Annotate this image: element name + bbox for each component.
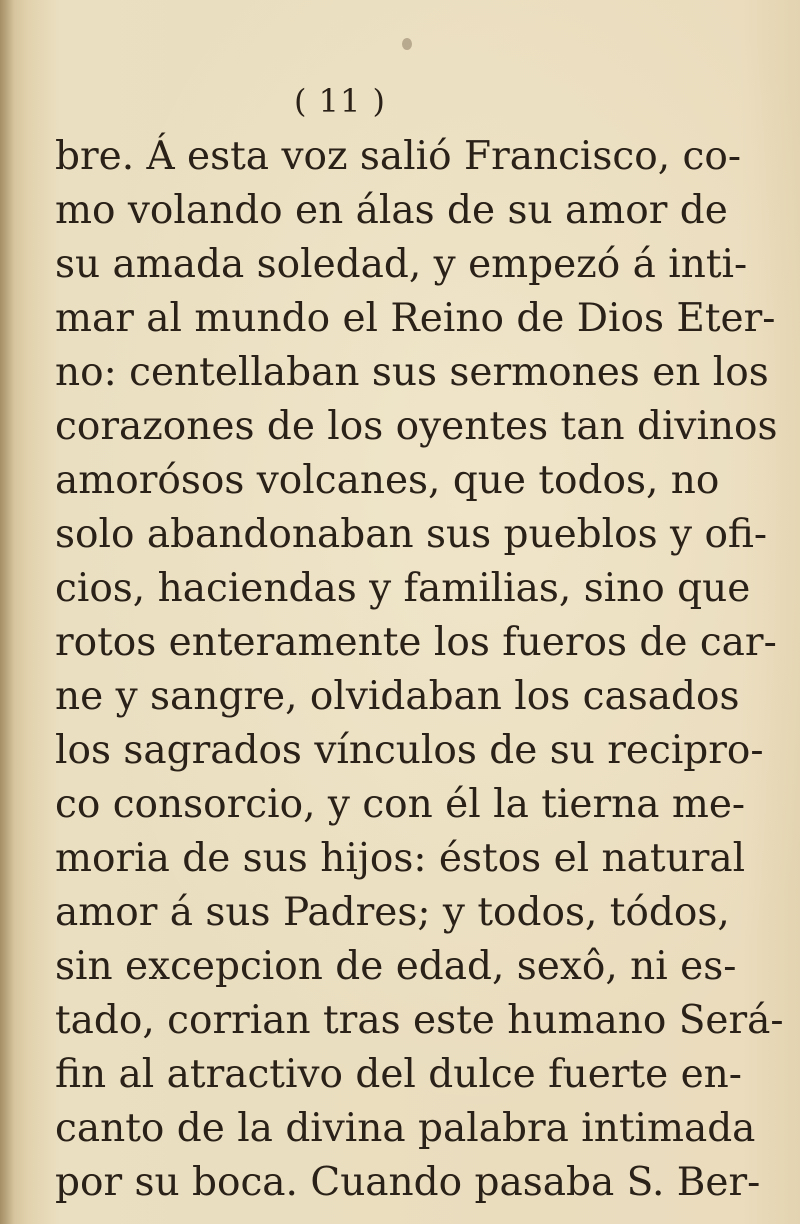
text-line: corazones de los oyentes tan divinos (55, 404, 778, 449)
body-text (55, 130, 784, 1210)
text-line: no: centellaban sus sermones en los (55, 350, 769, 395)
text-line: cios, haciendas y familias, sino que (55, 566, 751, 611)
ink-speck (402, 38, 412, 50)
page-number: ( 11 ) (293, 82, 387, 120)
text-line: mo volando en álas de su amor de (55, 188, 728, 233)
text-line: los sagrados vínculos de su recipro- (55, 728, 764, 773)
text-line: amorósos volcanes, que todos, no (55, 458, 720, 503)
text-line: bre. Á esta voz salió Francisco, co- (55, 134, 742, 179)
text-line: por su boca. Cuando pasaba S. Ber- (55, 1160, 761, 1205)
text-line: solo abandonaban sus pueblos y ofi- (55, 512, 768, 557)
text-line: mar al mundo el Reino de Dios Eter- (55, 296, 776, 341)
text-line: tado, corrian tras este humano Será- (55, 998, 784, 1043)
text-line: canto de la divina palabra intimada (55, 1106, 756, 1151)
text-line: sin excepcion de edad, sexô, ni es- (55, 944, 737, 989)
gutter-shadow (0, 0, 14, 1224)
text-line: ne y sangre, olvidaban los casados (55, 674, 740, 719)
text-line: co consorcio, y con él la tierna me- (55, 782, 746, 827)
text-line: amor á sus Padres; y todos, tódos, (55, 890, 730, 935)
text-line: moria de sus hijos: éstos el natural (55, 836, 746, 881)
text-line: fin al atractivo del dulce fuerte en- (55, 1052, 742, 1097)
text-line: su amada soledad, y empezó á inti- (55, 242, 748, 287)
text-line: rotos enteramente los fueros de car- (55, 620, 777, 665)
